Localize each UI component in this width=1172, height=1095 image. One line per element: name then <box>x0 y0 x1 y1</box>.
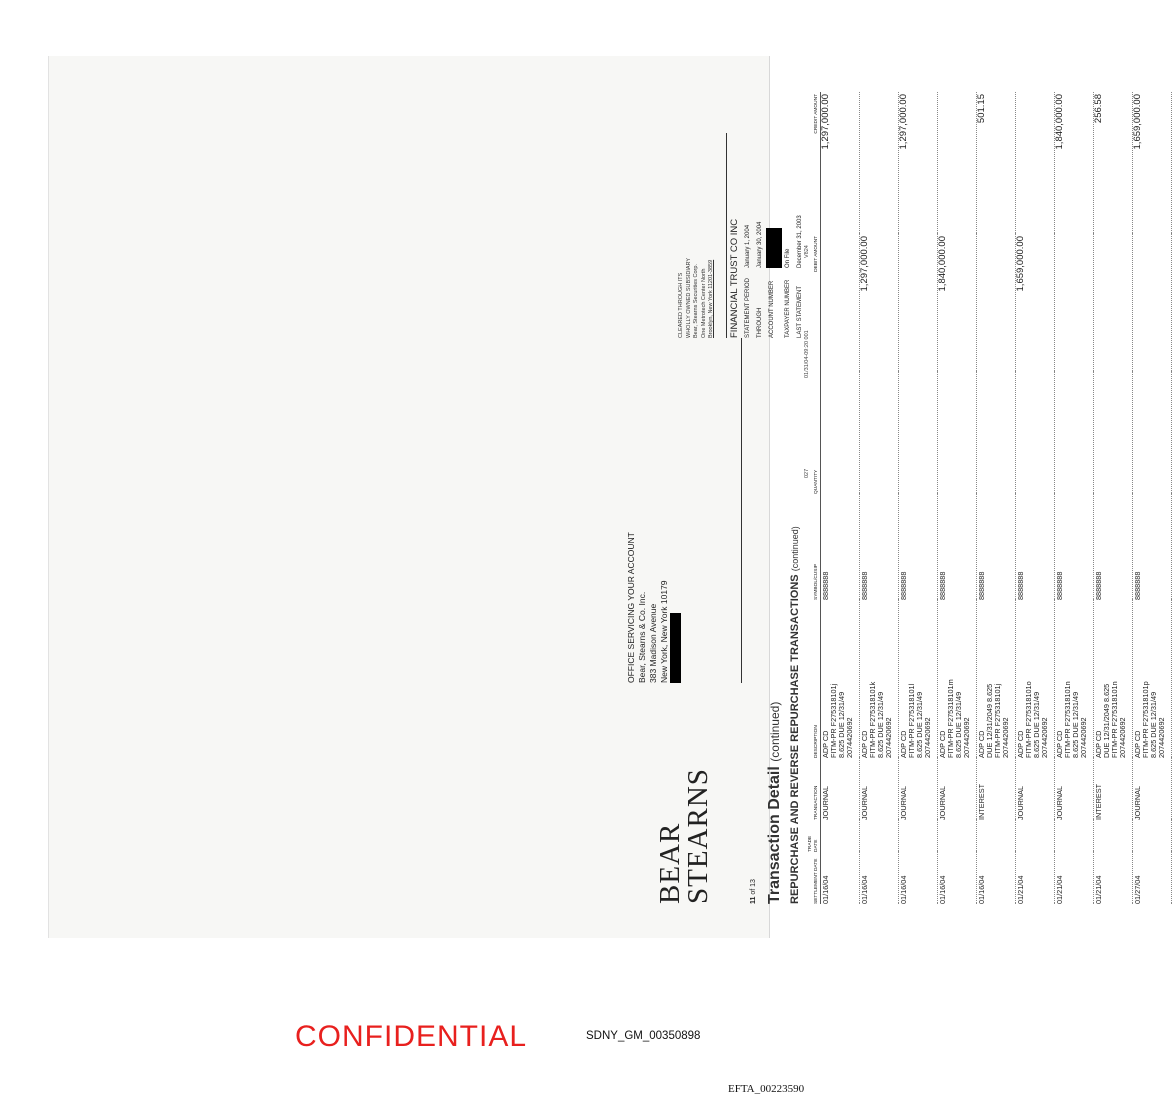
rotated-statement-content: BEAR STEARNS OFFICE SERVICING YOUR ACCOUNT Bear, Stearns & Co. Inc. 383 Madison Avenue New York, New York 10179 CLEARED THROUGH ITS WHOLLY OWNED SUBSIDIARY Bear, Stearns Securities Corp. One Metrotech Center North Brooklyn, New York 11201-3859 FINANCIAL TRUST CO INC STATEMENT PERIOD January 1, 2004 THROUGH January 30, 2004 ACCOUNT NUMBER TAXPAYER NUMBER On File LAST STATEMENT December 31, 2003 11 of 13 Transaction Detail (continued) REPURCHASE AND REVERSE REPURCHASE TRANSACTIONS (continued) SETTLEMENT DATE TRADE DATE TRANSACTION DESCRIPTION SYMBOL/CUSIP QUANTITY DEBIT AMOUNT CREDIT AMOUNT 01/16/04 JOURNAL ADP CD FITM-PR F275318101j 8.625 DUE 12/31/49 2074420692 8888888 1,297,000.00 01/16/04 JOURNAL ADP CD FITM-PR F275318101k 8.625 DUE 12/31/49 2074420692 8888888 1,297,000.00 01/16/04 JOURNAL ADP CD FITM-PR F275318101l 8.625 DUE 12/31/49 2074420692 8888888 1,297,000.00 01/16/04 JOURNAL ADP CD FITM-PR F275318101m 8.625 DUE 12/31/49 2074420692 8888888 1,840,000.00 01/16/04 INTEREST ADP CD DUE 12/31/2049 8.625 FITM-PR F275318101j 2074420692 8888888 501.15 01/21/04 JOURNAL ADP CD FITM-PR F275318101o 8.625 DUE 12/31/49 2074420692 8888888 1,659,000.00 01/21/04 JOURNAL ADP CD FITM-PR F275318101n 8.625 DUE 12/31/49 2074420692 8888888 1,840,000.00 01/21/04 INTEREST ADP CD DUE 12/31/2049 8.625 FITM-PR F275318101n 2074420692 8888888 256.58 01/27/04 JOURNAL ADP CD FITM-PR F275318101p 8.625 DUE 12/31/49 2074420692 8888888 1,659,000.00 027 01/31/04-09:20 001 V824 <box>48 56 768 938</box>
redaction-block <box>766 228 782 268</box>
page-title: Transaction Detail (continued) <box>766 701 783 904</box>
table-row: 01/21/04 INTEREST ADP CD DUE 12/31/2049 8.625 FITM-PR F275318101n 2074420692 8888888 256.58 <box>1094 92 1133 904</box>
header-divider <box>741 338 742 683</box>
row-description: ADP CD DUE 12/31/2049 8.625 FITM-PR F275318101n 2074420692 <box>1094 600 1133 758</box>
bear-stearns-logo: BEAR STEARNS <box>654 768 714 904</box>
row-description: ADP CD FITM-PR F275318101l 8.625 DUE 12/31/49 2074420692 <box>899 600 938 758</box>
table-row: 01/16/04 JOURNAL ADP CD FITM-PR F275318101j 8.625 DUE 12/31/49 2074420692 8888888 1,297,000.00 <box>821 92 860 904</box>
row-description: ADP CD FITM-PR F275318101k 8.625 DUE 12/31/49 2074420692 <box>860 600 899 758</box>
efta-number: EFTA_00223590 <box>728 1083 805 1095</box>
table-row: 01/16/04 JOURNAL ADP CD FITM-PR F275318101m 8.625 DUE 12/31/49 2074420692 8888888 1,840,000.00 <box>938 92 977 904</box>
col-debit: DEBIT AMOUNT <box>808 234 821 372</box>
col-credit: CREDIT AMOUNT <box>808 92 821 234</box>
row-description: ADP CD FITM-PR F275318101m 8.625 DUE 12/31/49 2074420692 <box>938 600 977 758</box>
table-row: 01/16/04 INTEREST ADP CD DUE 12/31/2049 8.625 FITM-PR F275318101j 2074420692 8888888 501.15 <box>977 92 1016 904</box>
office-address: OFFICE SERVICING YOUR ACCOUNT Bear, Stearns & Co. Inc. 383 Madison Avenue New York, New York 10179 <box>626 532 681 683</box>
clearing-firm-info: CLEARED THROUGH ITS WHOLLY OWNED SUBSIDIARY Bear, Stearns Securities Corp. One Metrotech Center North Brooklyn, New York 11201-3859 <box>678 257 714 338</box>
col-quantity: QUANTITY <box>808 372 821 494</box>
table-row: 01/21/04 JOURNAL ADP CD FITM-PR F275318101n 8.625 DUE 12/31/49 2074420692 8888888 1,840,000.00 <box>1055 92 1094 904</box>
section-title: REPURCHASE AND REVERSE REPURCHASE TRANSACTIONS (continued) <box>789 526 801 904</box>
page-number: 11 of 13 <box>750 879 757 904</box>
col-transaction: TRANSACTION <box>808 758 821 820</box>
col-symbol: SYMBOL/CUSIP <box>808 494 821 600</box>
table-row: 01/16/04 JOURNAL ADP CD FITM-PR F275318101l 8.625 DUE 12/31/49 2074420692 8888888 1,297,000.00 <box>899 92 938 904</box>
table-header-row <box>808 92 821 904</box>
confidential-stamp: CONFIDENTIAL <box>295 1020 528 1053</box>
redaction-block <box>670 613 681 683</box>
statement-info: STATEMENT PERIOD January 1, 2004 THROUGH January 30, 2004 ACCOUNT NUMBER TAXPAYER NUMBER On File LAST STATEMENT December 31, 2003 <box>745 215 803 338</box>
col-description: DESCRIPTION <box>808 600 821 758</box>
table-row: 01/27/04 JOURNAL ADP CD FITM-PR F275318101p 8.625 DUE 12/31/49 2074420692 8888888 1,659,000.00 <box>1133 92 1172 904</box>
table-row: 01/16/04 JOURNAL ADP CD FITM-PR F275318101k 8.625 DUE 12/31/49 2074420692 8888888 1,297,000.00 <box>860 92 899 904</box>
row-description: ADP CD FITM-PR F275318101o 8.625 DUE 12/31/49 2074420692 <box>1016 600 1055 758</box>
col-trade-date: TRADE DATE <box>808 820 821 852</box>
row-description: ADP CD FITM-PR F275318101n 8.625 DUE 12/31/49 2074420692 <box>1055 600 1094 758</box>
transaction-table <box>808 92 1172 904</box>
row-description: ADP CD FITM-PR F275318101p 8.625 DUE 12/31/49 2074420692 <box>1133 600 1172 758</box>
row-description: ADP CD FITM-PR F275318101j 8.625 DUE 12/31/49 2074420692 <box>821 600 860 758</box>
col-settlement-date: SETTLEMENT DATE <box>808 852 821 904</box>
client-name: FINANCIAL TRUST CO INC <box>726 133 740 338</box>
row-description: ADP CD DUE 12/31/2049 8.625 FITM-PR F275318101j 2074420692 <box>977 600 1016 758</box>
bates-number: SDNY_GM_00350898 <box>586 1030 701 1042</box>
table-row: 01/21/04 JOURNAL ADP CD FITM-PR F275318101o 8.625 DUE 12/31/49 2074420692 8888888 1,659,000.00 <box>1016 92 1055 904</box>
